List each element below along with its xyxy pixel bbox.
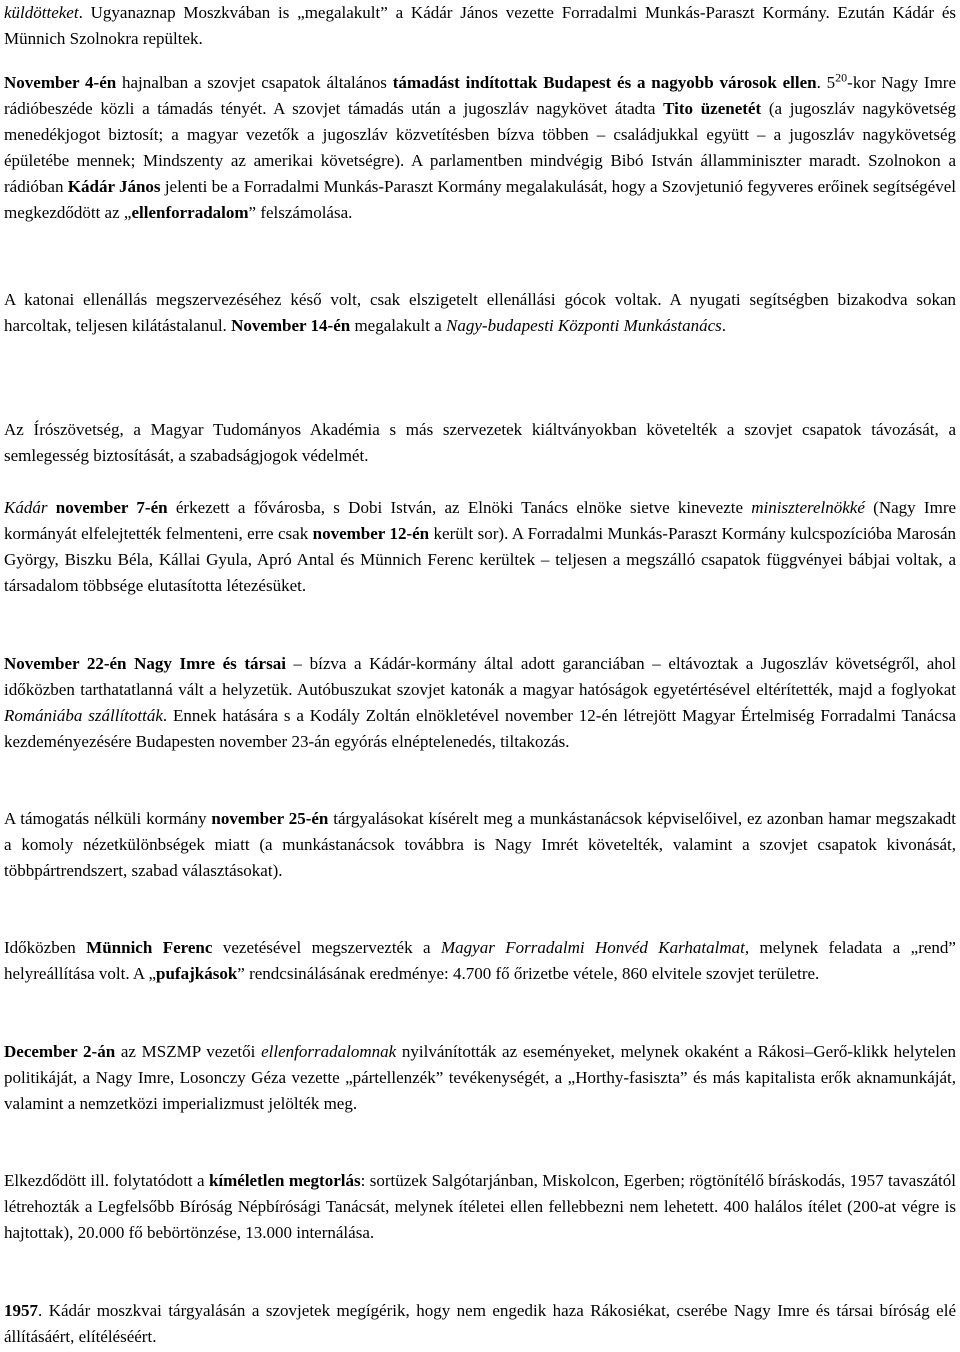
text-run: . Ugyanaznap Moszkvában is „megalakult” a Kádár János vezette Forradalmi Munkás-Paraszt Kormány. Ezután Kádár és Münnich Szolnokra repültek. [4, 3, 956, 48]
bold-text: 1957 [4, 1301, 38, 1320]
paragraph-december-2 [4, 1039, 956, 1117]
italic-text: Romániába szállították [4, 706, 163, 725]
text-run: tárgyalásokat kísérelt meg a munkástanácsok képviselőivel, ez azonban hamar megszakadt a komoly nézetkülönbségek miatt (a munkástanácsok továbbra is Nagy Imrét követelték, valamint a szovjet csapatok kivonását, többpártrendszert, szabad választásokat). [4, 809, 957, 880]
bold-text: November 4-én [4, 73, 117, 92]
text-run: Elkezdődött ill. folytatódott a [4, 1171, 209, 1190]
text-run: -kor Nagy Imre rádióbeszéde közli a támadás tényét. A szovjet támadás után a jugoszláv nagykövet átadta [4, 73, 957, 118]
bold-text: December 2-án [4, 1042, 116, 1061]
superscript-text: 20 [835, 70, 848, 85]
text-run [47, 498, 55, 517]
bold-text: Tito üzenetét [663, 99, 762, 118]
text-run: vezetésével megszervezték a [212, 938, 441, 957]
bold-text: támadást indítottak Budapest és a nagyobb városok ellen [392, 73, 817, 92]
text-run: hajnalban a szovjet csapatok általános [116, 73, 393, 92]
italic-text: Magyar Forradalmi Honvéd Karhatalmat, [441, 938, 750, 957]
italic-text: küldötteket [4, 3, 79, 22]
bold-text: november 12-én [312, 524, 430, 543]
text-run: : sortüzek Salgótarjánban, Miskolcon, Egerben; rögtönítélő bíráskodás, 1957 tavaszától létrehozták a Legfelsőbb Bíróság Népbírósági Tanácsát, melynek ítéletei ellen fellebbezni nem lehetett. 400 halálos ítélet (200-at végre is hajtottak), 20.000 fő bebörtönzése, 13.000 internálása. [4, 1171, 956, 1242]
bold-text: November 22-én Nagy Imre és társai [4, 654, 286, 673]
italic-text: Nagy-budapesti Központi Munkástanács [446, 316, 722, 335]
text-run: . Ennek hatására s a Kodály Zoltán elnökletével november 12-én létrejött Magyar Értelmiség Forradalmi Tanácsa kezdeményezésére Budapesten november 23-án egyórás elnéptelenedés, tiltakozás. [4, 706, 957, 751]
text-run: A támogatás nélküli kormány [4, 809, 212, 828]
text-run: . [721, 316, 727, 335]
text-run: érkezett a fővárosba, s Dobi István, az Elnöki Tanács elnöke sietve kinevezte [167, 498, 752, 517]
text-run: megalakult a [350, 316, 447, 335]
bold-text: November 14-én [231, 316, 351, 335]
italic-text: Kádár [4, 498, 48, 517]
paragraph-munnich [4, 935, 956, 987]
paragraph-writers-union [4, 417, 956, 469]
text-run: Időközben [4, 938, 87, 957]
bold-text: ellenforradalom [131, 203, 249, 222]
text-run: (a jugoszláv nagykövetség menedékjogot biztosít; a magyar vezetők a jugoszláv közvetítésben bízva többen – családjukkal együtt – a jugoszláv nagykövetség épületébe mennek; Mindszenty az amerikai követségre). A parlamentben mindvégig Bibó István államminiszter maradt. Szolnokon a rádióban [4, 99, 956, 196]
text-run: . Kádár moszkvai tárgyalásán a szovjetek megígérik, hogy nem engedik haza Rákosiékat, cserébe Nagy Imre és társai bíróság elé állításáért, elítéléséért. [4, 1301, 956, 1346]
text-run: az MSZMP vezetői [115, 1042, 262, 1061]
bold-text: november 7-én [55, 498, 168, 517]
italic-text: ellenforradalomnak [261, 1042, 397, 1061]
bold-text: Kádár János [67, 177, 161, 196]
paragraph-november-25 [4, 806, 956, 884]
bold-text: pufajkások [156, 964, 238, 983]
text-run: nyilvánították az eseményeket, melynek okaként a Rákosi–Gerő-klikk helytelen politikáját, a Nagy Imre, Losonczy Géza vezette „pártellenzék” tevékenységét, a „Horthy-fasiszta” és más kapitalista erők aknamunkáját, valamint a nemzetközi imperializmust jelölték meg. [4, 1042, 956, 1113]
bold-text: Münnich Ferenc [86, 938, 213, 957]
text-run: (Nagy Imre kormányát elfelejtették felmenteni, erre csak [4, 498, 957, 543]
paragraph-1957 [4, 1298, 956, 1350]
text-run: jelenti be a Forradalmi Munkás-Paraszt Kormány megalakulását, hogy a Szovjetunió fegyveres erőinek segítségével megkezdődött az „ [4, 177, 956, 222]
italic-text: miniszterelnökké [751, 498, 865, 517]
bold-text: kíméletlen megtorlás [208, 1171, 361, 1190]
text-run: került sor). A Forradalmi Munkás-Paraszt Kormány kulcspozícióba Marosán György, Biszku Béla, Kállai Gyula, Apró Antal és Münnich Ferenc kerültek – teljesen a megszálló csapatok függvényei bábjai voltak, a társadalom többsége elutasította létezésüket. [4, 524, 957, 595]
paragraph-november-22 [4, 651, 956, 755]
text-run: ” rendcsinálásának eredménye: 4.700 fő őrizetbe vétele, 860 elvitele szovjet területre. [237, 964, 820, 983]
text-run: ” felszámolása. [248, 203, 353, 222]
bold-text: november 25-én [211, 809, 329, 828]
paragraph-intro [4, 0, 956, 52]
text-run: Az Írószövetség, a Magyar Tudományos Akadémia s más szervezetek kiáltványokban követelték a szovjet csapatok távozását, a semlegesség biztosítását, a szabadságjogok védelmét. [4, 420, 956, 465]
text-run: melynek feladata a „rend” helyreállítása volt. A „ [4, 938, 956, 983]
paragraph-november-7 [4, 495, 956, 599]
paragraph-november-4 [4, 70, 956, 226]
paragraph-resistance [4, 287, 956, 339]
text-run: – bízva a Kádár-kormány által adott garanciában – eltávoztak a Jugoszláv követségről, ahol időközben tarthatatlanná vált a helyzetük. Autóbuszukat szovjet katonák a magyar hatóságok egyetértésével eltérítették, majd a foglyokat [4, 654, 956, 699]
paragraph-retaliation [4, 1168, 956, 1246]
text-run: . 5 [816, 73, 836, 92]
text-run: A katonai ellenállás megszervezéséhez késő volt, csak elszigetelt ellenállási gócok voltak. A nyugati segítségben bizakodva sokan harcoltak, teljesen kilátástalanul. [4, 290, 956, 335]
